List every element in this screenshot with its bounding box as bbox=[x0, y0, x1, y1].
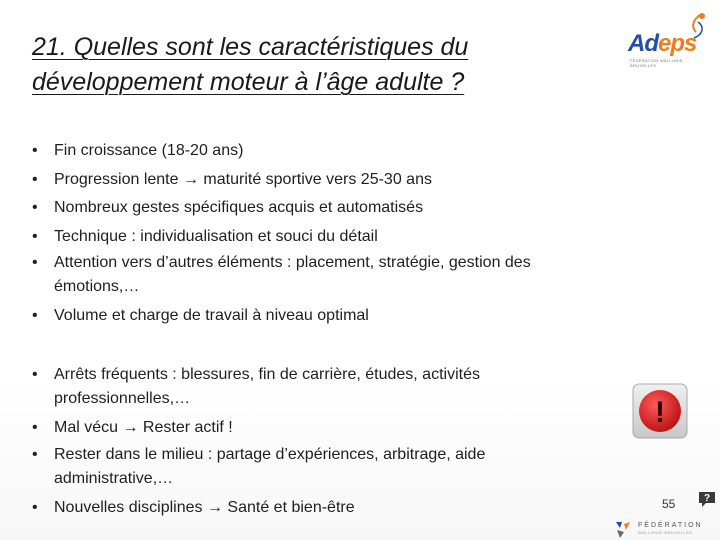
title-line-2: développement moteur à l’âge adulte ? bbox=[32, 68, 465, 96]
svg-text:?: ? bbox=[703, 493, 711, 504]
title-line-1: 21. Quelles sont les caractéristiques du bbox=[32, 33, 469, 61]
arrow-icon: → bbox=[206, 498, 223, 516]
page-number: 55 bbox=[662, 497, 676, 511]
warning-symbol: ! bbox=[655, 396, 665, 429]
list-item: • Rester dans le milieu : partage d’expériences, arbitrage, aide administrative,… bbox=[32, 445, 486, 487]
federation-emblem-icon bbox=[612, 518, 634, 540]
list-item: • Volume et charge de travail à niveau optimal bbox=[32, 307, 369, 324]
list-item: • Mal vécu → Rester actif ! bbox=[32, 419, 233, 436]
footer-subtitle: WALLONIE-BRUXELLES bbox=[638, 530, 693, 535]
list-item: • Arrêts fréquents : blessures, fin de carrière, études, activités professionnelles,… bbox=[32, 366, 480, 407]
list-item: • Progression lente → maturité sportive vers 25-30 ans bbox=[32, 170, 432, 188]
logo-subtitle: FÉDÉRATION WALLONIE-BRUXELLES bbox=[630, 58, 685, 68]
list-item: • Nouvelles disciplines → Santé et bien-être bbox=[32, 498, 355, 516]
adeps-logo bbox=[622, 8, 714, 72]
help-icon[interactable] bbox=[697, 490, 717, 508]
list-item: • Nombreux gestes spécifiques acquis et automatisés bbox=[32, 199, 424, 216]
warning-icon bbox=[632, 383, 688, 439]
footer-name: FÉDÉRATION bbox=[638, 522, 703, 529]
bullet-list-characteristics bbox=[32, 137, 632, 331]
arrow-icon: → bbox=[122, 419, 139, 436]
bullet-list-career bbox=[32, 363, 592, 522]
footer-logo bbox=[612, 518, 720, 540]
arrow-icon: → bbox=[182, 170, 199, 188]
list-item: • Fin croissance (18-20 ans) bbox=[32, 142, 244, 159]
list-item: • Technique : individualisation et souci du détail bbox=[32, 227, 378, 245]
slide-title bbox=[32, 30, 592, 100]
logo-wordmark: Adeps bbox=[628, 30, 697, 57]
list-item: • Attention vers d’autres éléments : placement, stratégie, gestion des émotions,… bbox=[32, 254, 531, 295]
